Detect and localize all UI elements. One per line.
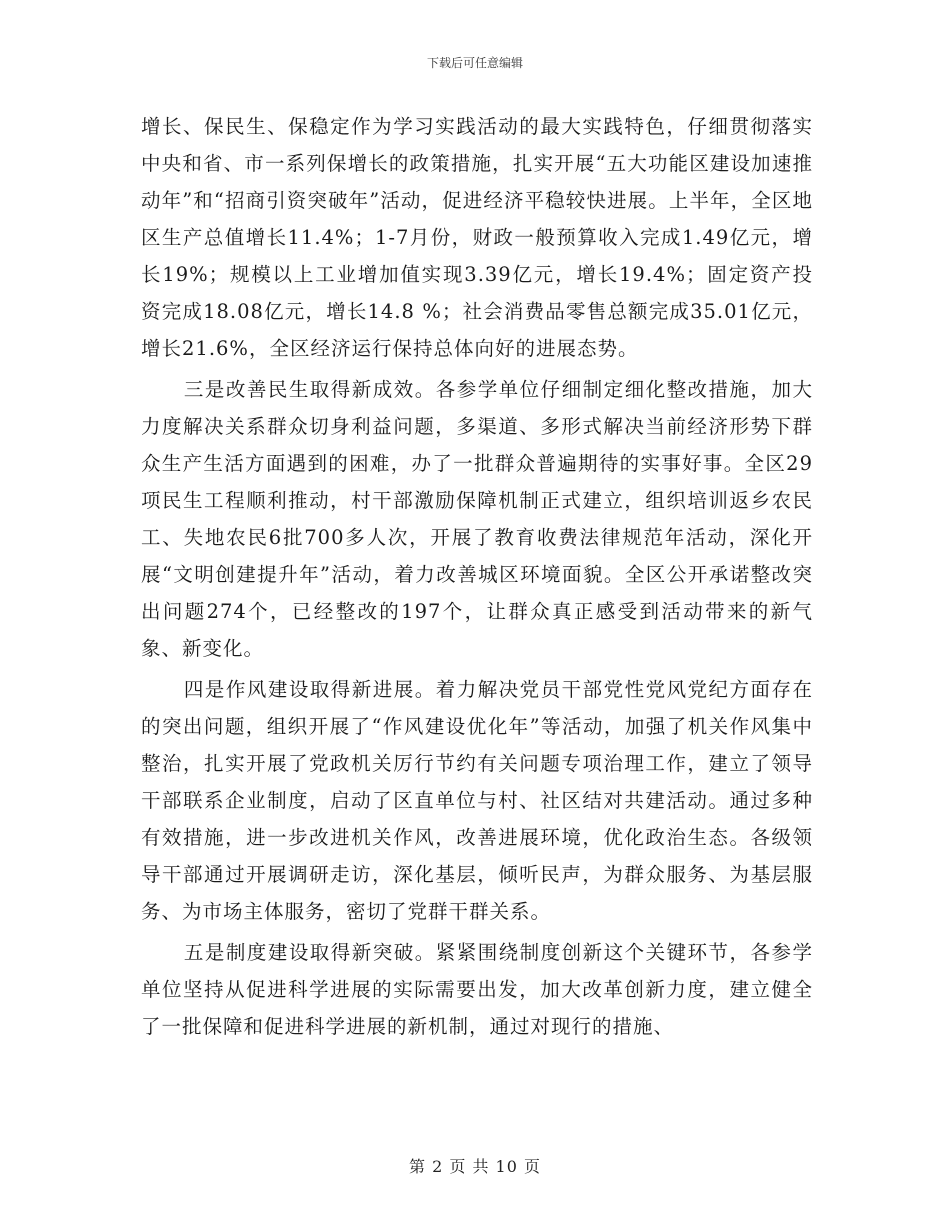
paragraph-livelihood: 三是改善民生取得新成效。各参学单位仔细制定细化整改措施，加大力度解决关系群众切身利益问题，多渠道、多形式解决当前经济形势下群众生产生活方面遇到的困难，办了一批群众普遍期待的实事好事。全区29项民生工程顺利推动，村干部激励保障机制正式建立，组织培训返乡农民工、失地农民6批700多人次，开展了教育收费法律规范年活动，深化开展“文明创建提升年”活动，着力改善城区环境面貌。全区公开承诺整改突出问题274个，已经整改的197个，让群众真正感受到活动带来的新气象、新变化。 — [141, 378, 813, 660]
page-header: 下载后可任意编辑 — [426, 56, 523, 70]
paragraph-economy: 增长、保民生、保稳定作为学习实践活动的最大实践特色，仔细贯彻落实中央和省、市一系列保增长的政策措施，扎实开展“五大功能区建设加速推动年”和“招商引资突破年”活动，促进经济平稳较快进展。上半年，全区地区生产总值增长11.4%；1-7月份，财政一般预算收入完成1.49亿元，增长19%；规模以上工业增加值实现3.39亿元，增长19.4%；固定资产投资完成18.08亿元，增长14.8 %；社会消费品零售总额完成35.01亿元，增长21.6%，全区经济运行保持总体向好的进展态势。 — [141, 115, 813, 360]
document-body — [141, 108, 813, 1045]
paragraph-institution: 五是制度建设取得新突破。紧紧围绕制度创新这个关键环节，各参学单位坚持从促进科学进展的实际需要出发，加大改革创新力度，建立健全了一批保障和促进科学进展的新机制，通过对现行的措施、 — [141, 941, 813, 1038]
paragraph-work-style: 四是作风建设取得新进展。着力解决党员干部党性党风党纪方面存在的突出问题，组织开展了“作风建设优化年”等活动，加强了机关作风集中整治，扎实开展了党政机关厉行节约有关问题专项治理工作，建立了领导干部联系企业制度，启动了区直单位与村、社区结对共建活动。通过多种有效措施，进一步改进机关作风，改善进展环境，优化政治生态。各级领导干部通过开展调研走访，深化基层，倾听民声，为群众服务、为基层服务、为市场主体服务，密切了党群干群关系。 — [141, 678, 813, 923]
page-footer: 第 2 页 共 10 页 — [409, 1157, 541, 1176]
